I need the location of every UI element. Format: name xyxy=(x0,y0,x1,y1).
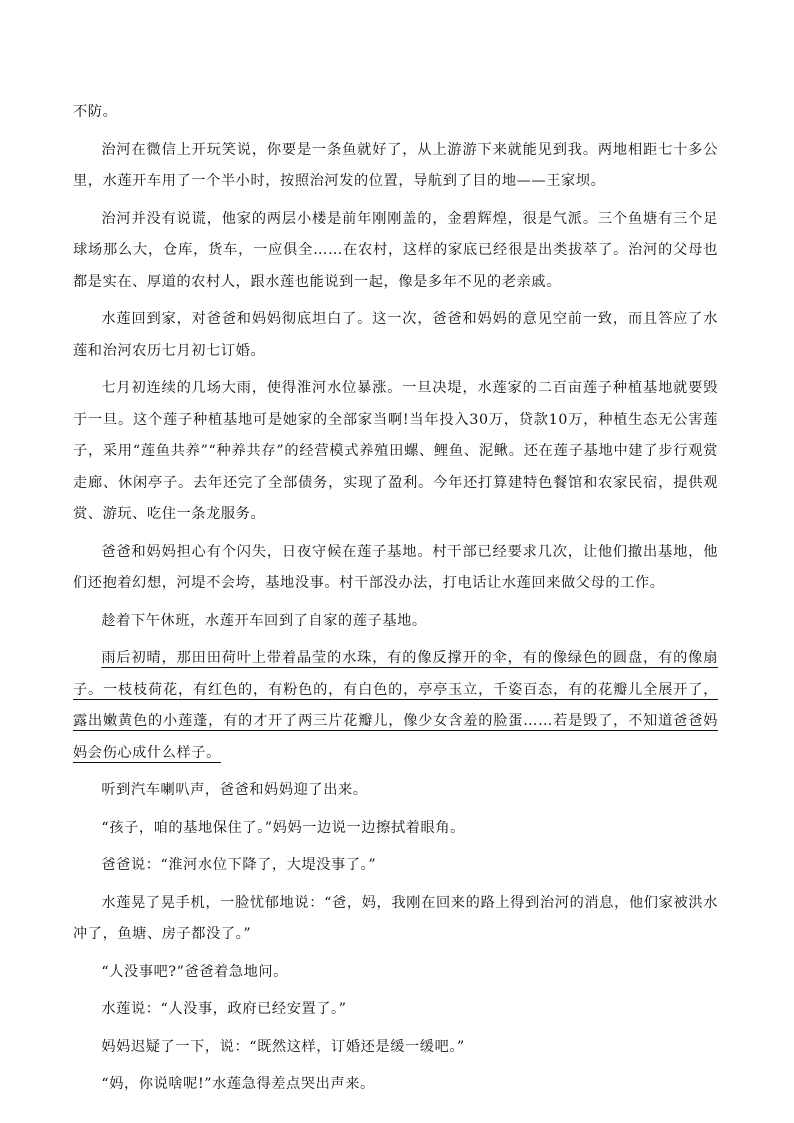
document-page xyxy=(73,97,718,1107)
paragraph: 不防。 xyxy=(73,104,118,120)
underlined-paragraph: 雨后初晴，那田田荷叶上带着晶莹的水珠，有的像反撑开的伞，有的像绿色的圆盘，有的像扇子。一枝枝荷花，有红色的，有粉色的，有白色的，亭亭玉立，千姿百态，有的花瓣儿全展开了，露出嫩黄色的小莲蓬，有的才开了两三片花瓣儿，像少女含羞的脸蛋……若是毁了，不知道爸爸妈妈会伤心成什么样子。 xyxy=(73,650,718,761)
dialogue-line: 水莲说：“人没事，政府已经安置了。” xyxy=(101,1001,347,1017)
dialogue-line: 爸爸说：“淮河水位下降了，大堤没事了。” xyxy=(101,857,377,873)
paragraph: 趁着下午休班，水莲开车回到了自家的莲子基地。 xyxy=(101,612,427,629)
dialogue-line: “人没事吧?”爸爸着急地问。 xyxy=(101,963,288,980)
paragraph: 治河并没有说谎，他家的两层小楼是前年刚刚盖的，金碧辉煌，很是气派。三个鱼塘有三个足球场那么大，仓库，货车，一应俱全……在农村，这样的家底已经很是出类拔萃了。治河的父母也都是实在、厚道的农村人，跟水莲也能说到一起，像是多年不见的老亲戚。 xyxy=(73,210,718,290)
paragraph: 治河在微信上开玩笑说，你要是一条鱼就好了，从上游游下来就能见到我。两地相距七十多公里，水莲开车用了一个半小时，按照治河发的位置，导航到了目的地——王家坝。 xyxy=(73,141,718,189)
dialogue-line: 水莲晃了晃手机，一脸忧郁地说：“爸，妈，我刚在回来的路上得到治河的消息，他们家被洪水冲了，鱼塘、房子都没了。” xyxy=(73,894,718,942)
paragraph: 听到汽车喇叭声，爸爸和妈妈迎了出来。 xyxy=(101,782,368,798)
dialogue-line: “妈，你说啥呢!”水莲急得差点哭出声来。 xyxy=(101,1076,375,1092)
dialogue-line: “孩子，咱的基地保住了。”妈妈一边说一边擦拭着眼角。 xyxy=(101,819,465,836)
paragraph: 爸爸和妈妈担心有个闪失，日夜守候在莲子基地。村干部已经要求几次，让他们撤出基地，他们还抱着幻想，河堤不会垮，基地没事。村干部没办法，打电话让水莲回来做父母的工作。 xyxy=(73,543,718,591)
dialogue-line: 妈妈迟疑了一下，说：“既然这样，订婚还是缓一缓吧。” xyxy=(101,1038,465,1055)
paragraph: 水莲回到家，对爸爸和妈妈彻底坦白了。这一次，爸爸和妈妈的意见空前一致，而且答应了水莲和治河农历七月初七订婚。 xyxy=(73,311,718,359)
paragraph: 七月初连续的几场大雨，使得淮河水位暴涨。一旦决堤，水莲家的二百亩莲子种植基地就要毁于一旦。这个莲子种植基地可是她家的全部家当啊!当年投入30万，贷款10万，种植生态无公害莲子，采用“莲鱼共养”“种养共存”的经营模式养殖田螺、鲤鱼、泥鳅。还在莲子基地中建了步行观赏走廊、休闲亭子。去年还完了全部债务，实现了盈利。今年还打算建特色餐馆和农家民宿，提供观赏、游玩、吃住一条龙服务。 xyxy=(73,380,718,522)
